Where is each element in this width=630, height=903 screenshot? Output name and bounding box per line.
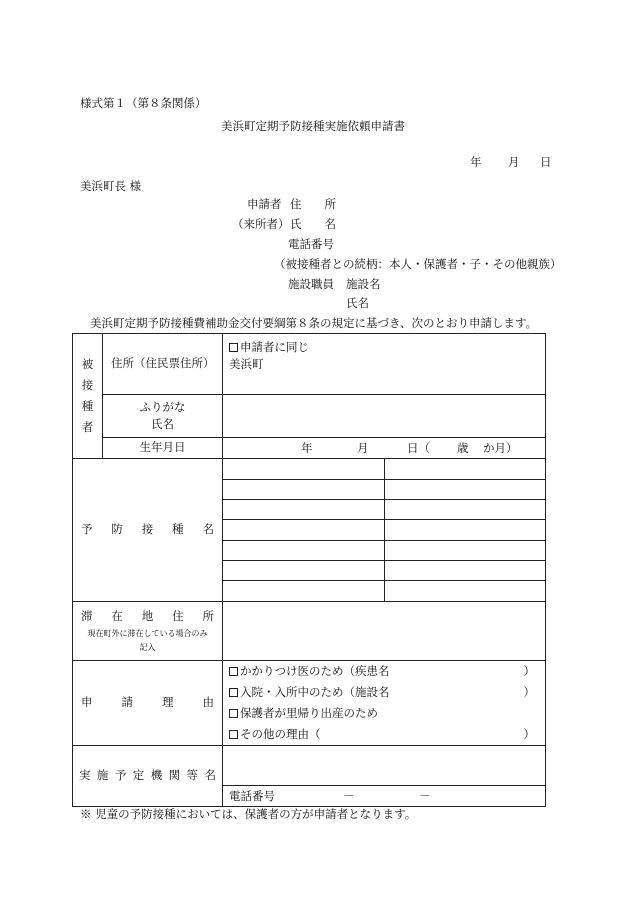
name-label: 氏名 (151, 417, 174, 431)
applicant-visitor-role: （来所者） (232, 217, 290, 231)
vaccine-label-cell (73, 459, 223, 602)
vaccinee-char: 種 (81, 399, 94, 413)
vaccine-cell[interactable] (385, 581, 546, 602)
date-year-label: 年 (470, 155, 482, 169)
vaccinee-char: 者 (81, 420, 94, 435)
vaccine-cell[interactable] (385, 500, 546, 520)
institution-phone-label: 電話番号 (229, 788, 275, 803)
reason-options (223, 661, 546, 746)
date-month-label: 月 (508, 155, 520, 169)
reason-checkbox[interactable] (229, 709, 238, 718)
institution-label-cell (73, 746, 223, 807)
institution-row (73, 746, 546, 786)
vaccine-cell[interactable] (385, 480, 546, 500)
reason-option[interactable]: 入院・入所中のため（施設名 ） (223, 682, 545, 703)
stay-note: 現在町外に滞在している場合のみ (87, 628, 208, 638)
dob-year: 年 (301, 440, 313, 455)
stay-address-field[interactable] (223, 602, 546, 661)
applicant-address-label: 住 所 (290, 197, 336, 211)
dob-months: か月） (483, 440, 518, 455)
reason-char: 由 (202, 695, 214, 710)
vaccine-cell[interactable] (223, 480, 385, 500)
address-field[interactable] (223, 334, 546, 395)
institution-char: 等 (186, 768, 199, 783)
reason-char: 理 (162, 695, 174, 710)
stay-address-row (73, 602, 546, 661)
vaccine-cell[interactable] (385, 459, 546, 480)
dob-row (73, 438, 546, 459)
stay-char: 所 (202, 608, 214, 623)
vaccinee-char: 被 (81, 356, 94, 371)
addressee: 美浜町長 様 (80, 179, 142, 193)
vaccine-char: 名 (202, 522, 214, 537)
vaccine-row (73, 459, 546, 480)
vaccine-cell[interactable] (223, 581, 385, 602)
reason-checkbox[interactable] (229, 667, 238, 676)
vaccine-cell[interactable] (223, 561, 385, 581)
reason-char: 請 (121, 695, 133, 710)
application-form-table (72, 333, 546, 807)
form-title: 美浜町定期予防接種実施依頼申請書 (221, 119, 405, 133)
address-row (73, 334, 546, 395)
vaccine-char: 予 (81, 522, 93, 537)
same-as-applicant-checkbox[interactable] (229, 343, 238, 352)
stay-note-2: 記入 (139, 643, 156, 653)
dob-month: 月 (357, 440, 369, 455)
institution-char: 機 (150, 768, 163, 783)
reason-char: 申 (81, 695, 93, 710)
institution-char: 関 (168, 768, 181, 783)
dob-day: 日（ (407, 440, 430, 455)
reason-option[interactable]: 保護者が里帰り出産のため (223, 703, 545, 724)
vaccine-cell[interactable] (223, 541, 385, 561)
reason-option[interactable]: かかりつけ医のため（疾患名 ） (223, 661, 545, 682)
vaccine-cell[interactable] (223, 500, 385, 520)
institution-phone-field[interactable] (223, 786, 546, 807)
stay-char: 住 (172, 608, 184, 623)
institution-char: 名 (204, 768, 216, 783)
dob-age: 歳 (457, 440, 469, 455)
name-row (73, 395, 546, 438)
vaccine-cell[interactable] (385, 541, 546, 561)
stay-char: 在 (111, 608, 123, 623)
reason-option[interactable]: その他の理由（ ） (223, 724, 545, 745)
phone-dash: － (419, 788, 431, 803)
vaccinee-char: 接 (81, 377, 94, 392)
applicant-name-label: 氏 名 (290, 217, 336, 231)
applicant-role: 申請者 (247, 197, 282, 211)
intro-text: 美浜町定期予防接種費補助金交付要綱第８条の規定に基づき、次のとおり申請します。 (90, 316, 538, 330)
name-field[interactable] (223, 395, 546, 438)
vaccine-char: 防 (111, 522, 123, 537)
dob-label: 生年月日 (103, 438, 223, 459)
facility-name-label: 施設名 (346, 277, 381, 291)
institution-char: 予 (114, 768, 127, 783)
vaccinee-label-cell (73, 334, 103, 459)
date-day-label: 日 (540, 155, 552, 169)
vaccine-cell[interactable] (223, 459, 385, 480)
stay-char: 地 (141, 608, 154, 623)
phone-dash: － (343, 788, 355, 803)
vaccine-cell[interactable] (385, 520, 546, 541)
town-prefix: 美浜町 (229, 357, 264, 372)
staff-name-label: 氏名 (346, 296, 369, 310)
vaccine-cell[interactable] (223, 520, 385, 541)
stay-label-cell (73, 602, 223, 661)
reason-row (73, 661, 546, 746)
institution-char: 施 (96, 768, 109, 783)
furigana-label: ふりがな (139, 399, 186, 414)
same-as-applicant-label: 申請者に同じ (240, 340, 309, 354)
institution-name-field[interactable] (223, 746, 546, 786)
reason-label-cell (73, 661, 223, 746)
stay-char: 滞 (81, 608, 93, 623)
name-label-cell (103, 395, 223, 438)
vaccine-cell[interactable] (385, 561, 546, 581)
vaccine-char: 接 (141, 522, 154, 537)
applicant-phone-label: 電話番号 (288, 237, 334, 251)
footnote: ※ 児童の予防接種においては、保護者の方が申請者となります。 (80, 807, 417, 821)
relation-note: （被接種者との続柄：本人・保護者・子・その他親族） (274, 257, 562, 271)
dob-field[interactable] (223, 438, 546, 459)
facility-staff-label: 施設職員 (288, 277, 334, 291)
institution-char: 実 (79, 768, 91, 783)
vaccine-char: 種 (172, 522, 184, 537)
form-number: 様式第１（第８条関係） (80, 96, 207, 110)
reason-checkbox[interactable] (229, 688, 238, 697)
address-label: 住所（住民票住所） (103, 334, 223, 395)
reason-checkbox[interactable] (229, 730, 238, 739)
institution-char: 定 (132, 768, 145, 783)
